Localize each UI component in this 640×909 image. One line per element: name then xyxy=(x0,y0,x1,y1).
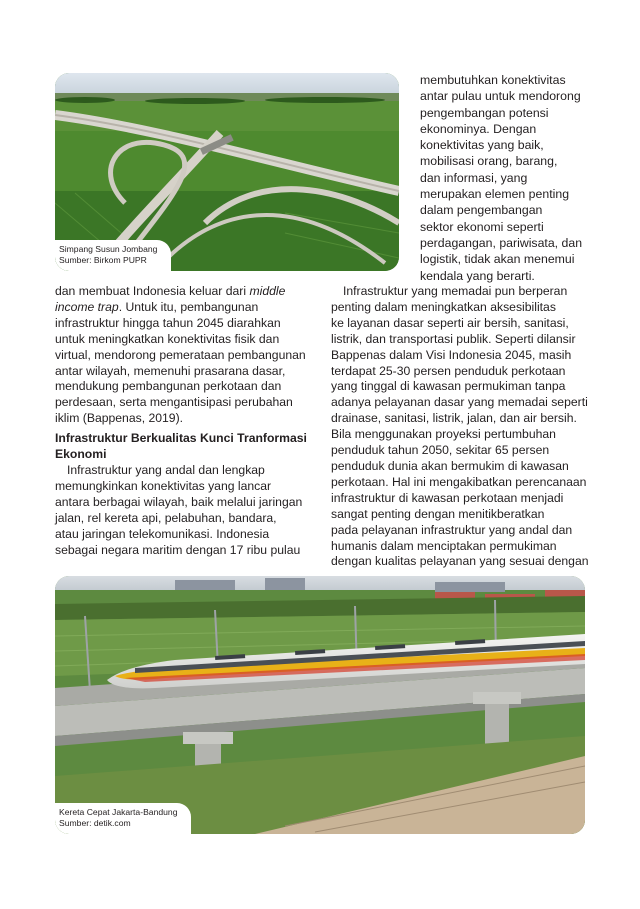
photo-caption xyxy=(55,240,171,271)
photo-caption xyxy=(55,803,191,834)
text-line: ke layanan dasar seperti air bersih, sanitasi, xyxy=(331,315,569,330)
text-line: mendukung pembangunan perkotaan dan xyxy=(55,379,282,394)
text-line: dalam pengembangan xyxy=(420,203,543,218)
text-line: merupakan elemen penting xyxy=(420,187,570,202)
italic-term: income trap xyxy=(55,299,119,314)
text-line: humanis dalam menciptakan permukiman xyxy=(331,538,557,553)
text-line: terdapat 25-30 persen penduduk perkotaan xyxy=(331,363,566,378)
text-line: memungkinkan konektivitas yang lancar xyxy=(55,478,272,493)
text-line: jalan, rel kereta api, pelabuhan, bandara, xyxy=(55,510,277,525)
text-line: sektor ekonomi seperti xyxy=(420,219,544,234)
text-line: Bila menggunakan proyeksi pertumbuhan xyxy=(331,427,556,442)
text-line: drainase, sanitasi, listrik, jalan, dan air bersih. xyxy=(331,411,577,426)
text-line: adanya pelayanan dasar yang memadai seperti xyxy=(331,395,588,410)
photo-interchange xyxy=(55,73,399,271)
text-line: dan informasi, yang xyxy=(420,170,528,185)
section-heading: Ekonomi xyxy=(55,447,107,462)
text-line: dengan kualitas pelayanan yang sesuai dengan xyxy=(331,554,589,569)
text-line xyxy=(55,300,320,316)
text-line: kendala yang berarti. xyxy=(420,268,535,283)
text-line: antar wilayah, memenuhi prasarana dasar, xyxy=(55,363,286,378)
text-line: pengembangan potensi xyxy=(420,105,549,120)
text-line: Infrastruktur yang andal dan lengkap xyxy=(67,462,265,477)
caption-title: Simpang Susun Jombang xyxy=(59,244,158,254)
caption-source: Sumber: Birkom PUPR xyxy=(59,255,147,265)
text-line: antar pulau untuk mendorong xyxy=(420,89,581,104)
text-line: konektivitas yang baik, xyxy=(420,138,544,153)
text-line: membutuhkan konektivitas xyxy=(420,73,566,87)
text-span: dan membuat Indonesia keluar dari xyxy=(55,284,250,298)
photo-train xyxy=(55,576,585,834)
text-span: . Untuk itu, pembangunan xyxy=(118,299,259,314)
text-line: pada pelayanan infrastruktur yang andal dan xyxy=(331,522,573,537)
text-line: infrastruktur di kawasan perkotaan menjadi xyxy=(331,490,564,505)
left-column xyxy=(55,284,320,558)
text-line: atau jaringan telekomunikasi. Indonesia xyxy=(55,526,270,541)
text-line: Bappenas dalam Visi Indonesia 2045, masih xyxy=(331,347,572,362)
caption-source: Sumber: detik.com xyxy=(59,818,131,828)
text-line: yang tinggal di kawasan permukiman tanpa xyxy=(331,379,566,394)
text-line: perkotaan. Hal ini mengakibatkan perencanaan xyxy=(331,474,587,489)
text-line: logistik, tidak akan menemui xyxy=(420,252,575,267)
text-line: virtual, mendorong pemerataan pembangunan xyxy=(55,347,306,362)
top-right-text xyxy=(420,72,590,284)
right-column xyxy=(331,284,593,570)
text-line: iklim (Bappenas, 2019). xyxy=(55,411,184,426)
text-line: mobilisasi orang, barang, xyxy=(420,154,558,169)
text-line: infrastruktur hingga tahun 2045 diarahkan xyxy=(55,315,281,330)
train-illustration xyxy=(55,576,585,834)
text-line: antara berbagai wilayah, baik melalui jaringan xyxy=(55,494,303,509)
text-line: perdesaan, serta mengantisipasi perubahan xyxy=(55,395,293,410)
text-line: Infrastruktur yang memadai pun berperan xyxy=(343,284,568,298)
text-line xyxy=(55,284,320,300)
text-line: penduduk tahun 2050, sekitar 65 persen xyxy=(331,443,550,458)
text-line: listrik, dan transportasi publik. Seperti dilansir xyxy=(331,331,576,346)
italic-term: middle xyxy=(249,284,286,298)
text-line: ekonominya. Dengan xyxy=(420,121,537,136)
caption-title: Kereta Cepat Jakarta-Bandung xyxy=(59,807,178,817)
section-heading: Infrastruktur Berkualitas Kunci Tranformasi xyxy=(55,431,307,446)
text-line: penduduk dunia akan bermukim di kawasan xyxy=(331,458,569,473)
text-line: untuk meningkatkan konektivitas fisik dan xyxy=(55,331,280,346)
text-line: penting dalam meningkatkan aksesibilitas xyxy=(331,299,556,314)
text-line: sebagai negara maritim dengan 17 ribu pulau xyxy=(55,542,301,557)
text-line: sangat penting dengan menitikberatkan xyxy=(331,506,545,521)
text-line: perdagangan, pariwisata, dan xyxy=(420,235,583,250)
